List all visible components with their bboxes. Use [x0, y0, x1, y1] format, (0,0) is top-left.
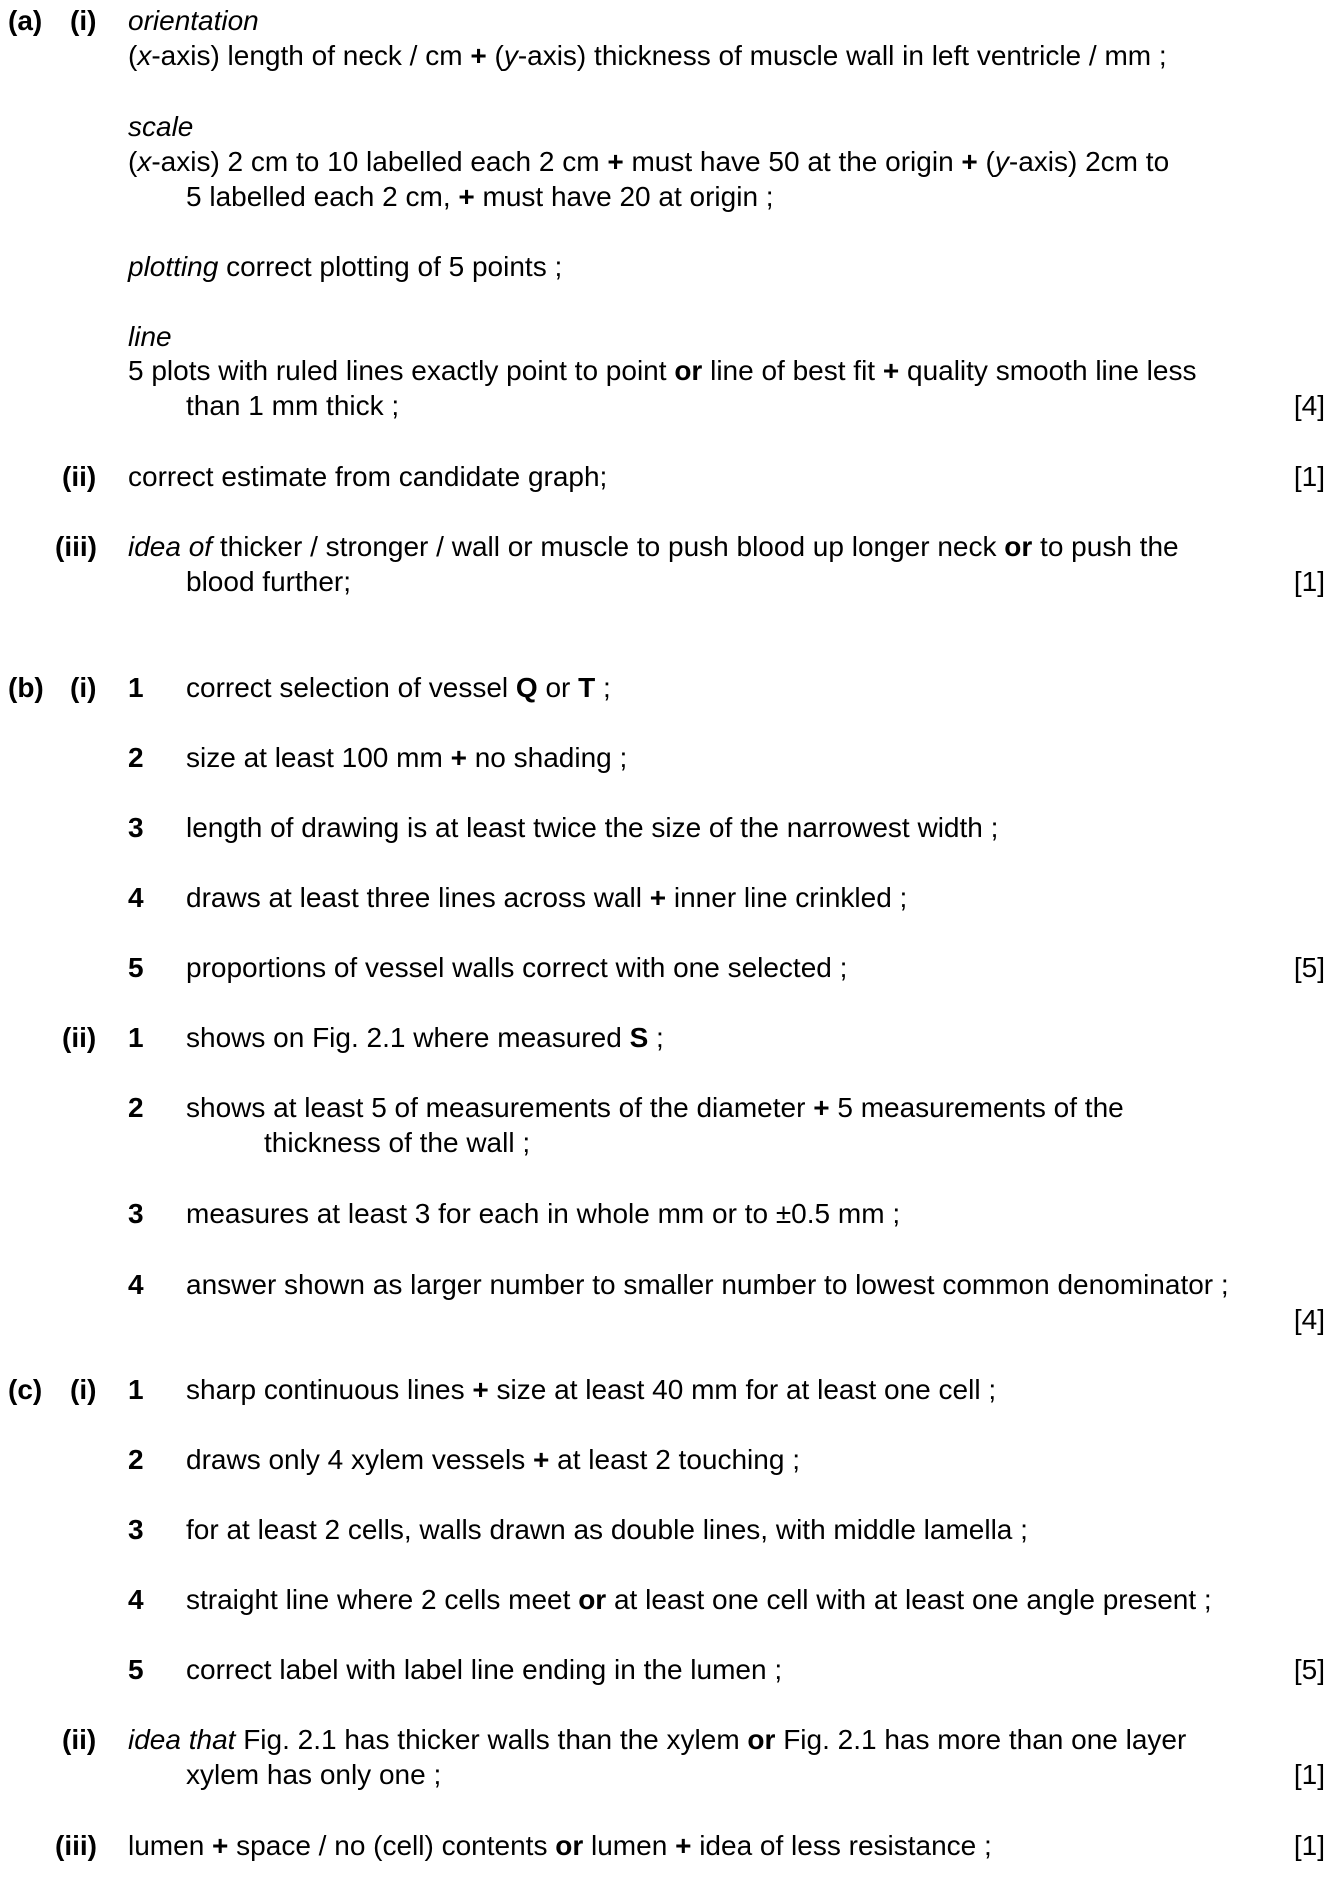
criterion-text: draws only 4 xylem vessels + at least 2 touching ;: [186, 1444, 800, 1475]
line-heading: line: [128, 321, 172, 352]
mark-b-ii: [4]: [1293, 1304, 1325, 1335]
item-number: 2: [128, 1444, 144, 1475]
part-a-iii-label: (iii): [55, 531, 97, 562]
line-text-line2: than 1 mm thick ;: [186, 390, 400, 421]
item-number: 5: [128, 952, 144, 983]
part-c-label: (c): [8, 1374, 43, 1405]
item-number: 3: [128, 1514, 144, 1545]
item-number: 2: [128, 742, 144, 773]
criterion-text: draws at least three lines across wall + inner line crinkled ;: [186, 882, 908, 913]
part-a-ii-label: (ii): [62, 461, 97, 492]
orientation-text: (x-axis) length of neck / cm + (y-axis) thickness of muscle wall in left ventricle / mm ;: [128, 40, 1167, 71]
line-text-line1: 5 plots with ruled lines exactly point to point or line of best fit + quality smooth line less: [128, 355, 1197, 386]
item-number: 3: [128, 1198, 144, 1229]
scale-heading: scale: [128, 111, 194, 142]
mark-a-ii: [1]: [1293, 461, 1325, 492]
criterion-text: for at least 2 cells, walls drawn as double lines, with middle lamella ;: [186, 1514, 1028, 1545]
criterion-text: size at least 100 mm + no shading ;: [186, 742, 628, 773]
orientation-heading: orientation: [128, 5, 259, 36]
item-number: 5: [128, 1654, 144, 1685]
criterion-text-continued: thickness of the wall ;: [264, 1127, 531, 1158]
item-number: 1: [128, 1022, 144, 1053]
item-number: 1: [128, 672, 144, 703]
criterion-text: correct selection of vessel Q or T ;: [186, 672, 611, 703]
part-b-label: (b): [8, 672, 44, 703]
mark-a-i: [4]: [1293, 390, 1325, 421]
item-number: 2: [128, 1092, 144, 1123]
plotting-text: plotting correct plotting of 5 points ;: [128, 251, 563, 282]
criterion-text: sharp continuous lines + size at least 40 mm for at least one cell ;: [186, 1374, 997, 1405]
item-number: 1: [128, 1374, 144, 1405]
part-c-ii-text-line2: xylem has only one ;: [186, 1759, 442, 1790]
mark-a-iii: [1]: [1293, 566, 1325, 597]
scale-text-line2: 5 labelled each 2 cm, + must have 20 at origin ;: [186, 181, 774, 212]
part-a-ii-text: correct estimate from candidate graph;: [128, 461, 608, 492]
part-c-iii-text: lumen + space / no (cell) contents or lumen + idea of less resistance ;: [128, 1830, 992, 1861]
part-a-iii-text-line2: blood further;: [186, 566, 351, 597]
item-number: 4: [128, 882, 144, 913]
item-number: 4: [128, 1584, 144, 1615]
part-b-i-label: (i): [70, 672, 97, 703]
item-number: 4: [128, 1269, 144, 1300]
part-a-i-label: (i): [70, 5, 97, 36]
part-a-iii-text-line1: idea of thicker / stronger / wall or muscle to push blood up longer neck or to push the: [128, 531, 1179, 562]
mark-c-i: [5]: [1293, 1654, 1325, 1685]
part-a-label: (a): [8, 5, 43, 36]
criterion-text: answer shown as larger number to smaller number to lowest common denominator ;: [186, 1269, 1229, 1300]
criterion-text: shows on Fig. 2.1 where measured S ;: [186, 1022, 664, 1053]
mark-b-i: [5]: [1293, 952, 1325, 983]
part-c-ii-text-line1: idea that Fig. 2.1 has thicker walls than the xylem or Fig. 2.1 has more than one layer: [128, 1724, 1187, 1755]
part-b-ii-label: (ii): [62, 1022, 97, 1053]
part-c-ii-label: (ii): [62, 1724, 97, 1755]
scale-text-line1: (x-axis) 2 cm to 10 labelled each 2 cm + must have 50 at the origin + (y-axis) 2cm to: [128, 146, 1170, 177]
criterion-text: correct label with label line ending in the lumen ;: [186, 1654, 783, 1685]
criterion-text: shows at least 5 of measurements of the diameter + 5 measurements of the: [186, 1092, 1124, 1123]
item-number: 3: [128, 812, 144, 843]
part-c-iii-label: (iii): [55, 1830, 97, 1861]
criterion-text: straight line where 2 cells meet or at least one cell with at least one angle present ;: [186, 1584, 1212, 1615]
criterion-text: proportions of vessel walls correct with one selected ;: [186, 952, 848, 983]
criterion-text: measures at least 3 for each in whole mm or to ±0.5 mm ;: [186, 1198, 901, 1229]
criterion-text: length of drawing is at least twice the size of the narrowest width ;: [186, 812, 999, 843]
mark-c-iii: [1]: [1293, 1830, 1325, 1861]
part-c-i-label: (i): [70, 1374, 97, 1405]
mark-c-ii: [1]: [1293, 1759, 1325, 1790]
